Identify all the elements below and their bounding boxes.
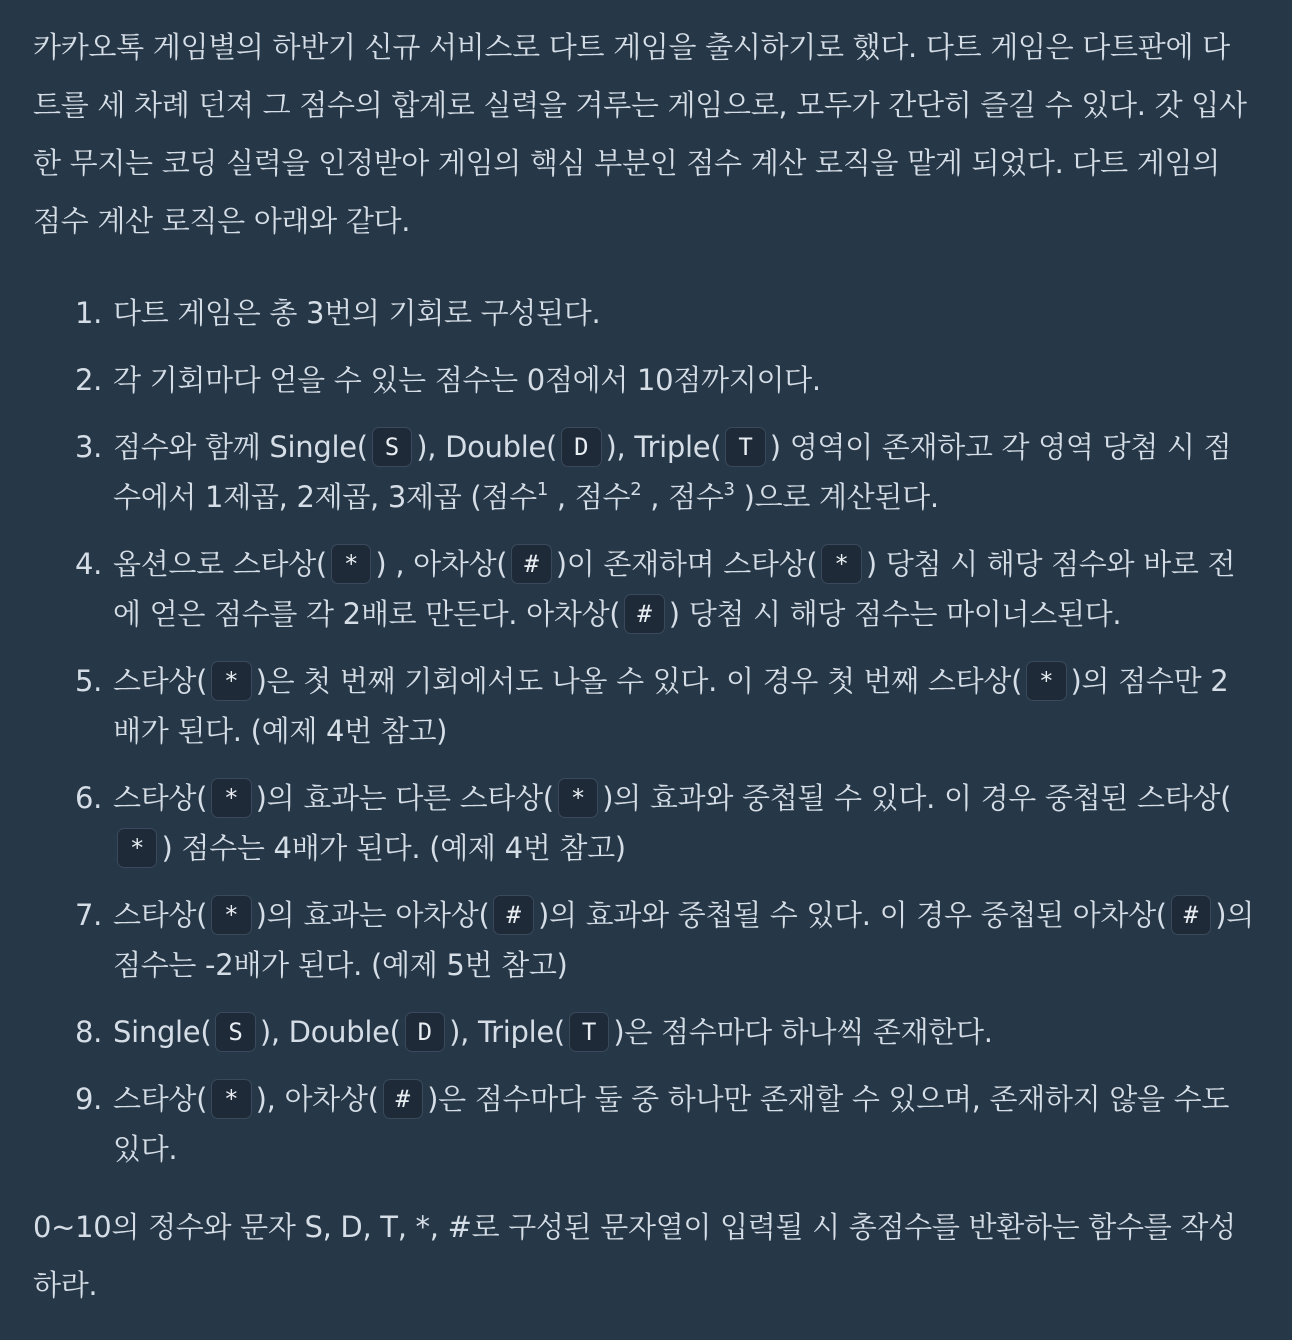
item-number: 1. bbox=[75, 296, 103, 330]
outro-paragraph: 0~10의 정수와 문자 S, D, T, *, #로 구성된 문자열이 입력될 시 총점수를 반환하는 함수를 작성하라. bbox=[33, 1210, 1236, 1302]
list-item bbox=[33, 1007, 1255, 1057]
rule-text: 스타상( bbox=[113, 781, 208, 815]
inline-code: * bbox=[558, 778, 598, 818]
superscript: 3 bbox=[723, 479, 735, 500]
rule-text: )으로 계산된다. bbox=[734, 480, 939, 514]
rule-text: 각 기회마다 얻을 수 있는 점수는 0점에서 10점까지이다. bbox=[113, 363, 821, 397]
list-item bbox=[33, 288, 1255, 338]
inline-code: # bbox=[493, 895, 533, 935]
rule-text: 스타상( bbox=[113, 664, 208, 698]
rule-text: , 점수 bbox=[641, 480, 724, 514]
rule-text: ) 당첨 시 해당 점수는 마이너스된다. bbox=[668, 597, 1122, 631]
inline-code: # bbox=[624, 594, 664, 634]
rule-text: ), 아차상( bbox=[255, 1082, 379, 1116]
inline-code: S bbox=[372, 427, 412, 467]
rule-text: )의 효과는 아차상( bbox=[255, 898, 490, 932]
item-number: 4. bbox=[75, 547, 103, 581]
rule-text: )의 효과와 중첩될 수 있다. 이 경우 중첩된 아차상( bbox=[537, 898, 1167, 932]
inline-code: * bbox=[1026, 661, 1066, 701]
inline-code: T bbox=[569, 1012, 609, 1052]
list-item bbox=[33, 890, 1255, 990]
rule-text: )이 존재하며 스타상( bbox=[555, 547, 818, 581]
rule-text: ) 당첨 시 해당 점수와 바로 전에 얻은 점수를 각 2배로 만든다. 아차상( bbox=[113, 547, 1236, 631]
rule-text: ) 점수는 4배가 된다. (예제 4번 참고) bbox=[161, 831, 626, 865]
inline-code: * bbox=[821, 544, 861, 584]
inline-code: # bbox=[1171, 895, 1211, 935]
item-number: 9. bbox=[75, 1082, 103, 1116]
list-item bbox=[33, 422, 1255, 522]
inline-code: T bbox=[725, 427, 765, 467]
item-number: 2. bbox=[75, 363, 103, 397]
item-number: 6. bbox=[75, 781, 103, 815]
rules-list bbox=[33, 288, 1255, 1174]
list-item bbox=[33, 773, 1255, 873]
rule-text: ), Triple( bbox=[449, 1015, 565, 1049]
rule-text: )의 점수만 2배가 된다. (예제 4번 참고) bbox=[113, 664, 1229, 748]
inline-code: * bbox=[211, 895, 251, 935]
list-item bbox=[33, 355, 1255, 405]
inline-code: # bbox=[511, 544, 551, 584]
list-item bbox=[33, 1074, 1255, 1174]
inline-code: * bbox=[211, 1079, 251, 1119]
rule-text: )의 효과는 다른 스타상( bbox=[255, 781, 554, 815]
rule-text: 다트 게임은 총 3번의 기회로 구성된다. bbox=[113, 296, 601, 330]
list-item bbox=[33, 539, 1255, 639]
item-number: 8. bbox=[75, 1015, 103, 1049]
superscript: 2 bbox=[630, 479, 642, 500]
rule-text: Single( bbox=[113, 1015, 212, 1049]
rule-text: 스타상( bbox=[113, 1082, 208, 1116]
rule-text: , 점수 bbox=[548, 480, 631, 514]
list-item bbox=[33, 656, 1255, 756]
rule-text: ), Triple( bbox=[605, 430, 722, 464]
rule-text: 옵션으로 스타상( bbox=[113, 547, 327, 581]
rule-text: 점수와 함께 Single( bbox=[113, 430, 368, 464]
inline-code: S bbox=[215, 1012, 255, 1052]
rule-text: ), Double( bbox=[416, 430, 558, 464]
intro-paragraph: 카카오톡 게임별의 하반기 신규 서비스로 다트 게임을 출시하기로 했다. 다트 게임은 다트판에 다트를 세 차례 던져 그 점수의 합계로 실력을 겨루는 게임으로, 모두가 간단히 즐길 수 있다. 갓 입사한 무지는 코딩 실력을 인정받아 게임의 핵심 부분인 점수 계산 로직을 맡게 되었다. 다트 게임의 점수 계산 로직은 아래와 같다. bbox=[33, 30, 1247, 238]
inline-code: * bbox=[211, 661, 251, 701]
rule-text: ) 영역이 존재하고 각 영역 당첨 시 점수에서 1제곱, 2제곱, 3제곱 (점수 bbox=[113, 430, 1232, 514]
rule-text: )은 점수마다 하나씩 존재한다. bbox=[613, 1015, 993, 1049]
rule-text: ), Double( bbox=[259, 1015, 401, 1049]
rule-text: )은 점수마다 둘 중 하나만 존재할 수 있으며, 존재하지 않을 수도 있다. bbox=[113, 1082, 1230, 1166]
rule-text: )은 첫 번째 기회에서도 나올 수 있다. 이 경우 첫 번째 스타상( bbox=[255, 664, 1023, 698]
inline-code: * bbox=[331, 544, 371, 584]
inline-code: * bbox=[117, 828, 157, 868]
rule-text: )의 효과와 중첩될 수 있다. 이 경우 중첩된 스타상( bbox=[602, 781, 1232, 815]
inline-code: D bbox=[561, 427, 601, 467]
item-number: 5. bbox=[75, 664, 103, 698]
rule-text: )의 점수는 -2배가 된다. (예제 5번 참고) bbox=[113, 898, 1254, 982]
superscript: 1 bbox=[536, 479, 548, 500]
rule-text: 스타상( bbox=[113, 898, 208, 932]
item-number: 7. bbox=[75, 898, 103, 932]
rule-text: ) , 아차상( bbox=[375, 547, 508, 581]
inline-code: * bbox=[211, 778, 251, 818]
problem-description bbox=[33, 18, 1255, 1314]
item-number: 3. bbox=[75, 430, 103, 464]
inline-code: # bbox=[383, 1079, 423, 1119]
inline-code: D bbox=[405, 1012, 445, 1052]
